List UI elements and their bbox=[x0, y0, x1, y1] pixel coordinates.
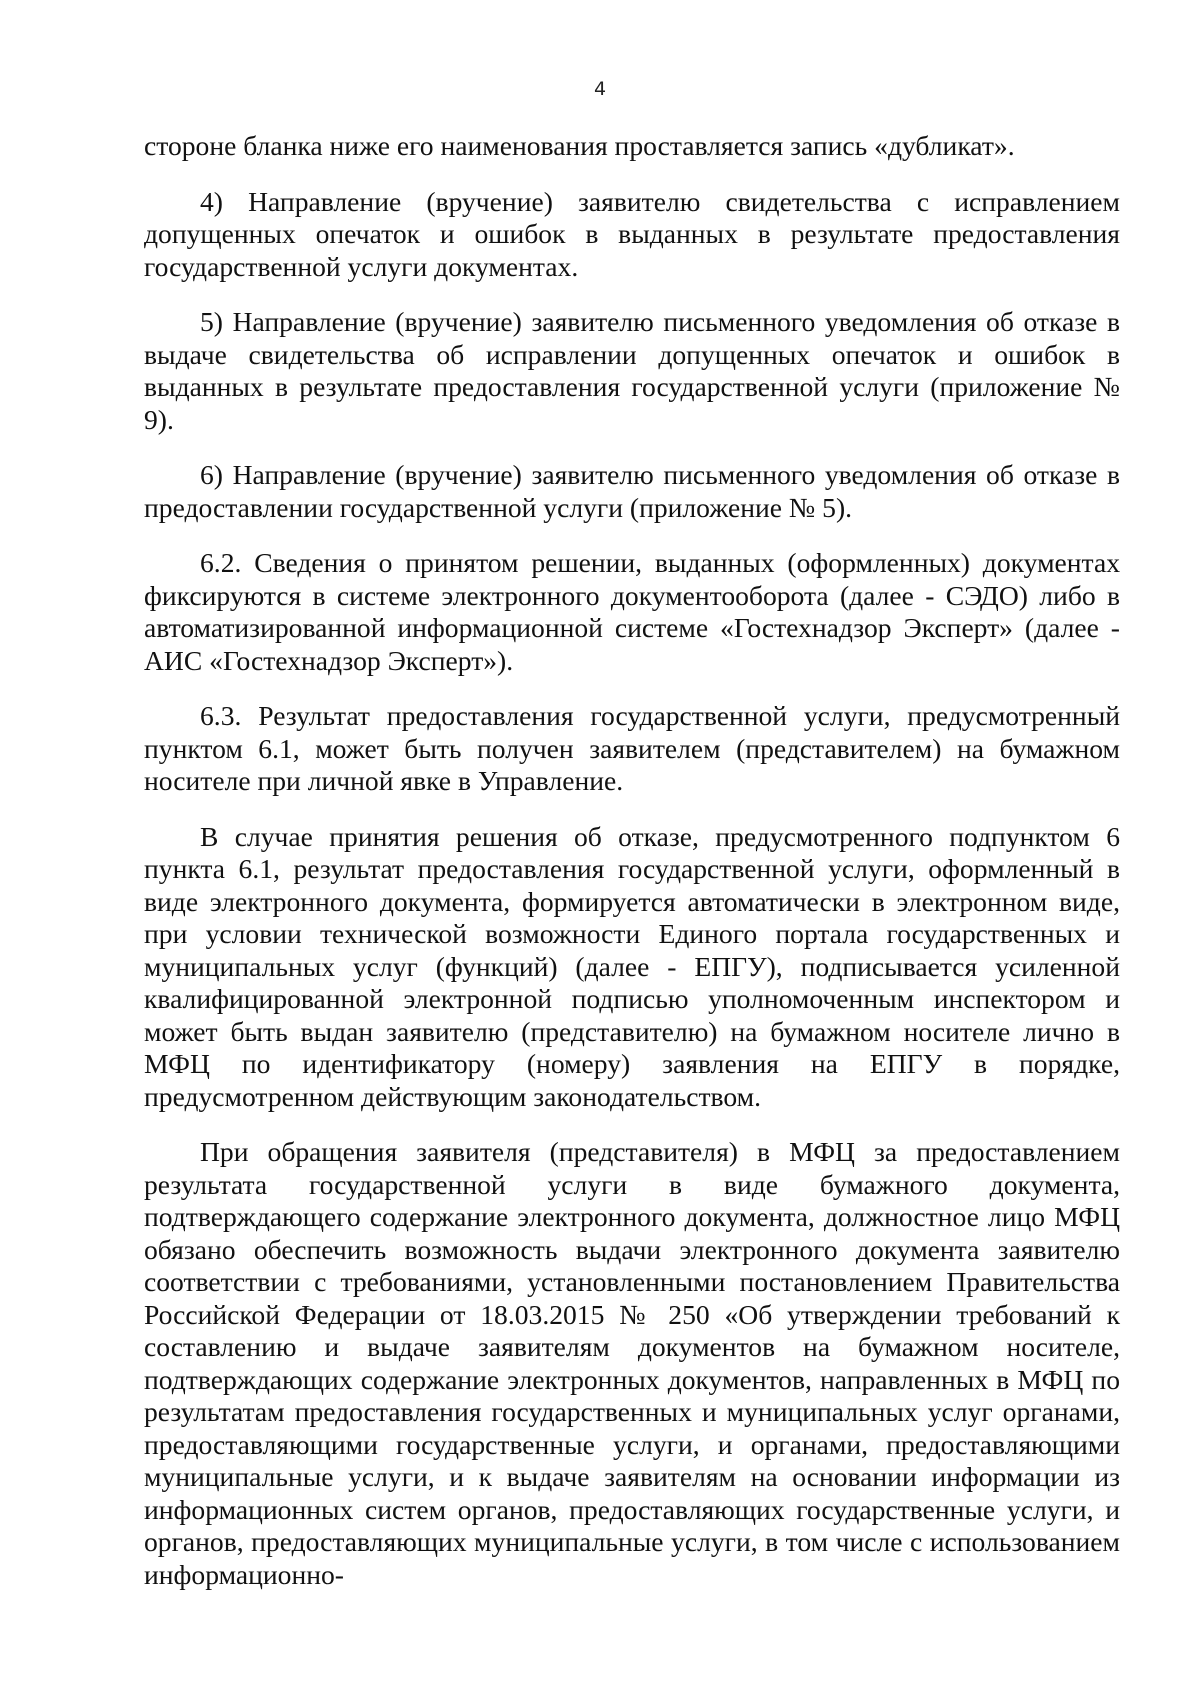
paragraph-continuation: стороне бланка ниже его наименования проставляется запись «дубликат». bbox=[144, 130, 1015, 161]
paragraph-item-4: 4) Направление (вручение) заявителю свидетельства с исправлением допущенных опечаток и ошибок в выданных в результате предоставления государственной услуги документах. bbox=[144, 185, 1120, 282]
paragraph-refusal-case: В случае принятия решения об отказе, предусмотренного подпунктом 6 пункта 6.1, результат предоставления государственной услуги, оформленный в виде электронного документа, формируется автоматически в электронном виде, при условии технической возможности Единого портала государственных и муниципальных услуг (функций) (далее - ЕПГУ), подписывается усиленной квалифицированной электронной подписью уполномоченным инспектором и может быть выдан заявителю (представителю) на бумажном носителе лично в МФЦ по идентификатору (номеру) заявления на ЕПГУ в порядке, предусмотренном действующим законодательством. bbox=[144, 820, 1120, 1112]
document-body bbox=[144, 130, 1120, 1591]
paragraph-mfc-request: При обращения заявителя (представителя) в МФЦ за предоставлением результата государственной услуги в виде бумажного документа, подтверждающего содержание электронного документа, должностное лицо МФЦ обязано обеспечить возможность выдачи электронного документа заявителю соответствии с требованиями, установленными постановлением Правительства Российской Федерации от 18.03.2015 № 250 «Об утверждении требований к составлению и выдаче заявителям документов на бумажном носителе, подтверждающих содержание электронных документов, направленных в МФЦ по результатам предоставления государственных и муниципальных услуг органами, предоставляющими государственные услуги, и органами, предоставляющими муниципальные услуги, и к выдаче заявителям на основании информации из информационных систем органов, предоставляющих государственные услуги, и органов, предоставляющих муниципальные услуги, в том числе с использованием информационно- bbox=[144, 1136, 1120, 1590]
paragraph-6-2: 6.2. Сведения о принятом решении, выданных (оформленных) документах фиксируются в системе электронного документооборота (далее - СЭДО) либо в автоматизированной информационной системе «Гостехнадзор Эксперт» (далее - АИС «Гостехнадзор Эксперт»). bbox=[144, 547, 1120, 676]
paragraph-6-3: 6.3. Результат предоставления государственной услуги, предусмотренный пунктом 6.1, может быть получен заявителем (представителем) на бумажном носителе при личной явке в Управление. bbox=[144, 700, 1120, 796]
page-number: 4 bbox=[593, 78, 607, 100]
paragraph-item-6: 6) Направление (вручение) заявителю письменного уведомления об отказе в предоставлении государственной услуги (приложение № 5). bbox=[144, 459, 1120, 523]
paragraph-item-5: 5) Направление (вручение) заявителю письменного уведомления об отказе в выдаче свидетельства об исправлении допущенных опечаток и ошибок в выданных в результате предоставления государственной услуги (приложение № 9). bbox=[144, 306, 1120, 435]
